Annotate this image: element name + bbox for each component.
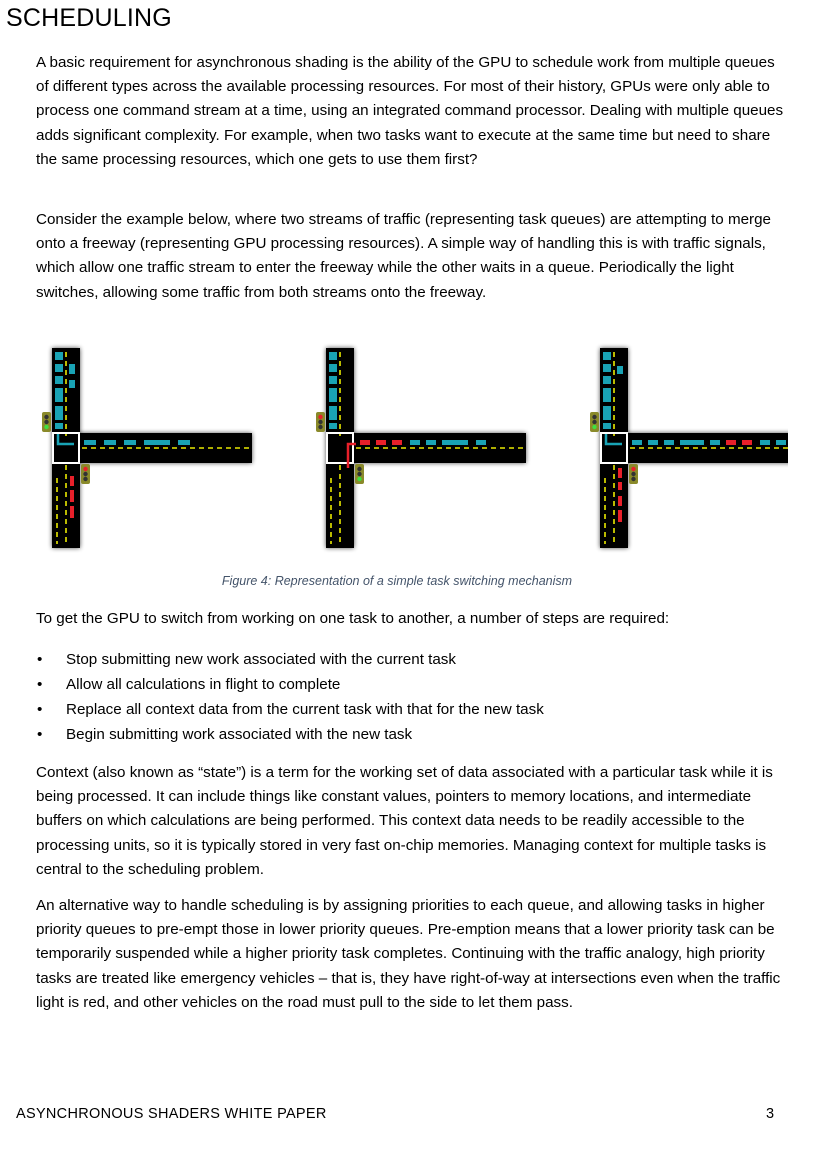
traffic-light-vertical bbox=[316, 412, 325, 432]
list-item bbox=[36, 647, 788, 672]
bullet-icon: • bbox=[37, 726, 43, 743]
section-heading: SCHEDULING bbox=[6, 4, 172, 32]
traffic-panel-3 bbox=[590, 348, 788, 548]
list-item-text: Replace all context data from the current task with that for the new task bbox=[66, 701, 544, 718]
traffic-light-vertical bbox=[42, 412, 51, 432]
list-item bbox=[36, 672, 788, 697]
footer-title: ASYNCHRONOUS SHADERS WHITE PAPER bbox=[16, 1106, 327, 1122]
paragraph-intro: A basic requirement for asynchronous shading is the ability of the GPU to schedule work from multiple queues of different types across the available processing resources. For most of their history, GPUs were only able to process one command stream at a time, using an integrated command processor. Dealing with multiple queues adds significant complexity. For example, when two tasks want to execute at the same time but need to share the same processing resources, which one gets to use them first? bbox=[36, 54, 784, 168]
traffic-light-horizontal bbox=[629, 464, 638, 484]
paragraph-context: Context (also known as “state”) is a term for the working set of data associated with a particular task while it is being processed. It can include things like constant values, pointers to memory locations, and intermediate buffers on which calculations are being performed. This context data needs to be readily accessible to the processing units, so it is typically stored in very fast on-chip memories. Managing context for multiple tasks is central to the scheduling problem. bbox=[36, 764, 773, 878]
traffic-panel-2 bbox=[316, 348, 526, 548]
traffic-light-horizontal bbox=[81, 464, 90, 484]
list-item-text: Begin submitting work associated with the new task bbox=[66, 726, 413, 743]
paragraph-priorities: An alternative way to handle scheduling is by assigning priorities to each queue, and allowing tasks in higher priority queues to pre-empt those in lower priority queues. Pre-emption means that a lower priority task can be temporarily suspended while a higher priority task completes. Continuing with the traffic analogy, high priority tasks are treated like emergency vehicles – that is, they have right-of-way at intersections even when the traffic light is red, and other vehicles on the road must pull to the side to let them pass. bbox=[36, 897, 781, 1011]
paragraph-traffic-example: Consider the example below, where two streams of traffic (representing task queues) are attempting to merge onto a freeway (representing GPU processing resources). A simple way of handling this is with traffic signals, which allow one traffic stream to enter the freeway while the other waits in a queue. Periodically the light switches, allowing some traffic from both streams onto the freeway. bbox=[36, 211, 771, 301]
bullet-icon: • bbox=[37, 651, 43, 668]
paragraph-steps-intro: To get the GPU to switch from working on one task to another, a number of steps are required: bbox=[36, 610, 670, 627]
page-number: 3 bbox=[766, 1106, 775, 1122]
task-b-queue bbox=[70, 476, 74, 518]
traffic-figure bbox=[36, 340, 788, 560]
bullet-icon: • bbox=[37, 701, 43, 718]
traffic-light-vertical bbox=[590, 412, 599, 432]
traffic-light-horizontal bbox=[355, 464, 364, 484]
list-item-text: Allow all calculations in flight to complete bbox=[66, 676, 341, 693]
steps-list bbox=[36, 647, 788, 747]
traffic-panel-1 bbox=[42, 348, 252, 548]
figure-caption: Figure 4: Representation of a simple task switching mechanism bbox=[221, 574, 573, 588]
task-b-freeway bbox=[360, 440, 402, 445]
list-item bbox=[36, 697, 788, 722]
list-item-text: Stop submitting new work associated with the current task bbox=[66, 651, 456, 668]
bullet-icon: • bbox=[37, 676, 43, 693]
list-item bbox=[36, 722, 788, 747]
